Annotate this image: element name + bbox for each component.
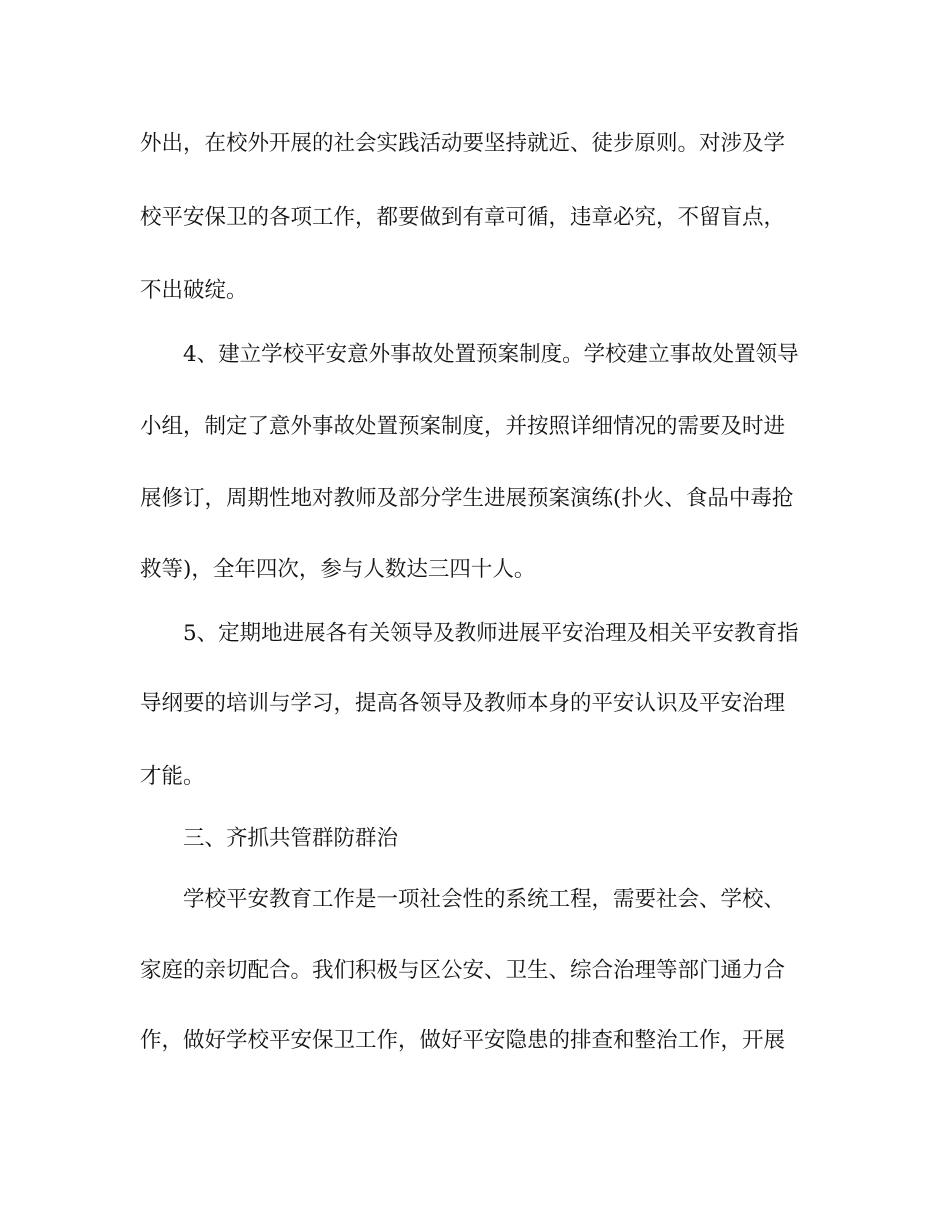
paragraph-line: 外出，在校外开展的社会实践活动要坚持就近、徒步原则。对涉及学 [140, 131, 786, 156]
paragraph-line: 小组，制定了意外事故处置预案制度，并按照详细情况的需要及时进 [140, 414, 786, 439]
paragraph-line: 5、定期地进展各有关领导及教师进展平安治理及相关平安教育指 [183, 621, 799, 646]
paragraph-line: 展修订，周期性地对教师及部分学生进展预案演练(扑火、食品中毒抢 [140, 486, 794, 511]
paragraph-line: 救等)，全年四次，参与人数达三四十人。 [140, 557, 536, 582]
paragraph-line: 不出破绽。 [140, 278, 248, 303]
paragraph-line: 导纲要的培训与学习，提高各领导及教师本身的平安认识及平安治理 [140, 691, 786, 716]
paragraph-line: 家庭的亲切配合。我们积极与区公安、卫生、综合治理等部门通力合 [140, 958, 786, 983]
paragraph-line: 4、建立学校平安意外事故处置预案制度。学校建立事故处置领导 [183, 342, 799, 367]
paragraph-line: 校平安保卫的各项工作，都要做到有章可循，违章必究，不留盲点， [140, 205, 786, 230]
paragraph-line: 学校平安教育工作是一项社会性的系统工程，需要社会、学校、 [183, 887, 786, 912]
paragraph-line: 才能。 [140, 764, 205, 789]
paragraph-line: 作，做好学校平安保卫工作，做好平安隐患的排查和整治工作，开展 [140, 1028, 786, 1053]
section-heading: 三、齐抓共管群防群治 [183, 826, 399, 851]
